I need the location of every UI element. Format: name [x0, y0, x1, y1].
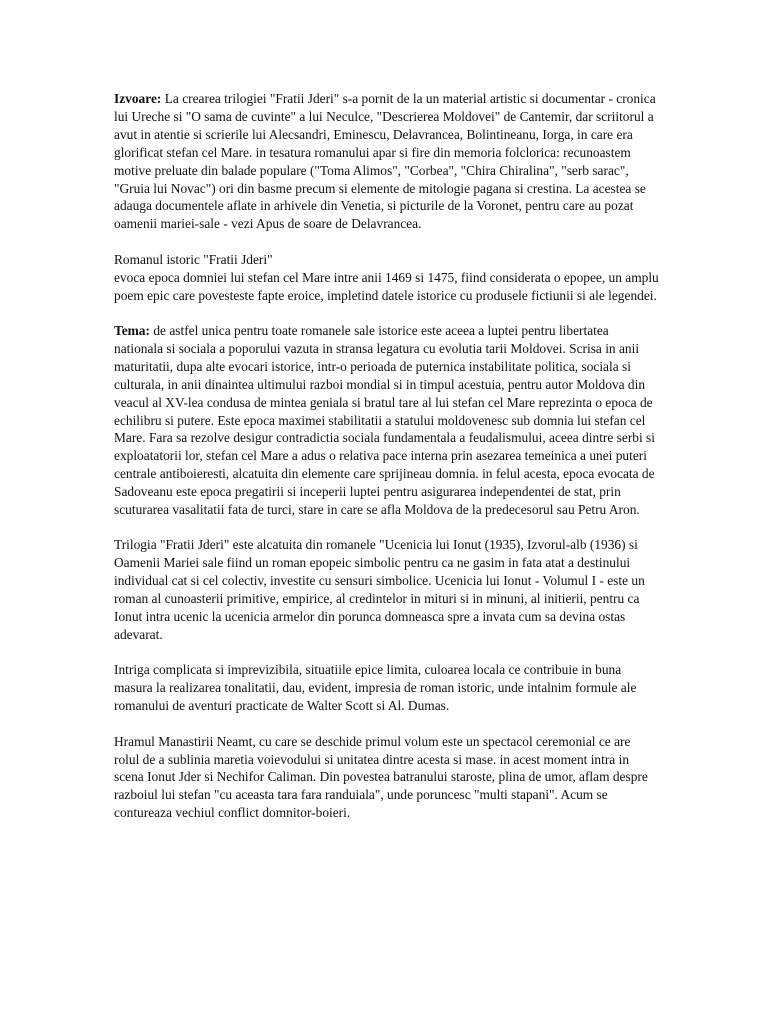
- paragraph-roman-istoric: [114, 251, 659, 305]
- paragraph-text: Hramul Manastirii Neamt, cu care se deschide primul volum este un spectacol ceremonial ce are rolul de a sublinia maretia voievodului si unitatea dintre acesta si mase. in acest moment intra in scena Ionut Jder si Nechifor Caliman. Din povestea batranului staroste, plina de umor, aflam despre razboiul lui stefan "cu aceasta tara fara randuiala", unde poruncesc "multi stapani". Acum se contureaza vechiul conflict domnitor-boieri.: [114, 733, 648, 821]
- paragraph-text: La crearea trilogiei "Fratii Jderi" s-a pornit de la un material artistic si documentar - cronica lui Ureche si "O sama de cuvinte" a lui Neculce, "Descrierea Moldovei" de Cantemir, dar scriitorul a avut in atentie si scrierile lui Alecsandri, Eminescu, Delavrancea, Bolintineanu, Iorga, in care era glorificat stefan cel Mare. in tesatura romanului apar si fire din memoria folclorica: recunoastem motive preluate din balade populare ("Toma Alimos", "Corbea", "Chira Chiralina", "serb sarac", "Gruia lui Novac") ori din basme precum si elemente de mitologie pagana si crestina. La acestea se adauga documentele aflate in arhivele din Venetia, si picturile de la Voronet, pentru care au pozat oamenii mariei-sale - vezi Apus de soare de Delavrancea.: [114, 91, 656, 232]
- section-label-izvoare: Izvoare:: [114, 91, 162, 106]
- paragraph-text: Intriga complicata si imprevizibila, situatiile epice limita, culoarea locala ce contribuie in buna masura la realizarea tonalitatii, dau, evident, impresia de roman istoric, unde intalnim formule ale romanului de aventuri practicate de Walter Scott si Al. Dumas.: [114, 662, 637, 714]
- paragraph-text: Trilogia "Fratii Jderi" este alcatuita din romanele "Ucenicia lui Ionut (1935), Izvorul-alb (1936) si Oamenii Mariei sale fiind un roman epopeic simbolic pentru ca ne gasim in fata atat a destinului individual cat si cel colectiv, investite cu sensuri simbolice. Ucenicia lui Ionut - Volumul I - este un roman al cunoasterii primitive, empirice, al credintelor in mituri si in minuni, al initierii, pentru ca Ionut intra ucenic la ucenicia armelor din porunca domneasca spre a invata cum sa devina ostas adevarat.: [114, 537, 645, 642]
- paragraph-trilogia: [114, 536, 659, 643]
- document-page: [114, 90, 659, 840]
- paragraph-text: de astfel unica pentru toate romanele sale istorice este aceea a luptei pentru libertatea nationala si sociala a poporului vazuta in stransa legatura cu evolutia tarii Moldovei. Scrisa in anii maturitatii, dupa alte evocari istorice, intr-o perioada de puternica instabilitate politica, sociala si culturala, in anii dinaintea ultimului razboi mondial si in timpul acestuia, pentru autor Moldova din veacul al XV-lea condusa de mintea geniala si bratul tare al lui stefan cel Mare reprezinta o epoca de echilibru si putere. Este epoca maximei stabilitatii a statului moldovenesc sub domnia lui stefan cel Mare. Fara sa rezolve desigur contradictia sociala fundamentala a feudalismului, aceea dintre serbi si exploatatorii lor, stefan cel Mare a adus o relativa pace interna prin asezarea temeinica a unei puteri centrale antiboieresti, alcatuita din elemente care sprijineau domnia. in felul acesta, epoca evocata de Sadoveanu este epoca pregatirii si inceperii luptei pentru asigurarea independentei de stat, prin scuturarea vasalitatii fata de turci, stare in care se afla Moldova de la predecesorul sau Petru Aron.: [114, 322, 655, 518]
- paragraph-tema: [114, 322, 659, 519]
- paragraph-text: evoca epoca domniei lui stefan cel Mare intre anii 1469 si 1475, fiind considerata o epopee, un amplu poem epic care povesteste fapte eroice, impletind datele istorice cu produsele fictiunii si ale legendei.: [114, 269, 659, 303]
- paragraph-hramul: [114, 733, 659, 823]
- paragraph-heading: Romanul istoric "Fratii Jderi": [114, 251, 273, 267]
- paragraph-izvoare: [114, 90, 659, 233]
- paragraph-intriga: [114, 661, 659, 715]
- section-label-tema: Tema:: [114, 322, 150, 338]
